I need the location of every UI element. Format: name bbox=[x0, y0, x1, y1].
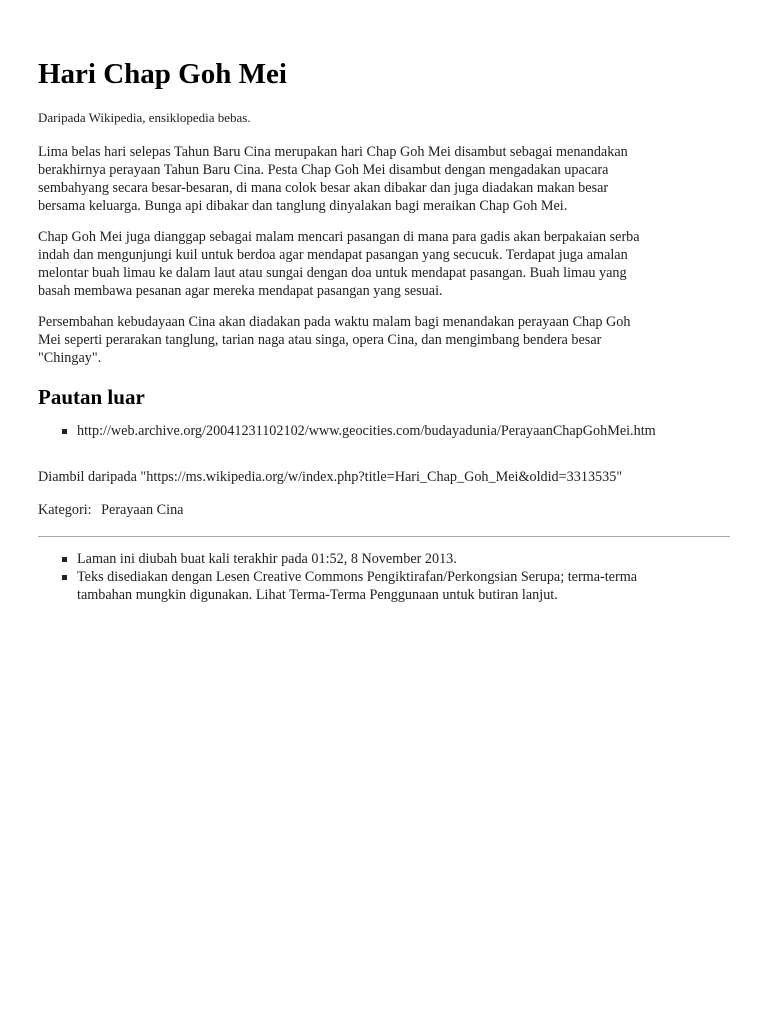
paragraph-line: Persembahan kebudayaan Cina akan diadakan pada waktu malam bagi menandakan perayaan Chap Goh bbox=[38, 314, 631, 330]
category-row bbox=[38, 501, 730, 519]
paragraph-line: berakhirnya perayaan Tahun Baru Cina. Pesta Chap Goh Mei disambut dengan mengadakan upacara bbox=[38, 162, 609, 178]
paragraph-3 bbox=[38, 313, 730, 367]
footer-line: tambahan mungkin digunakan. Lihat Terma-Terma Penggunaan untuk butiran lanjut. bbox=[77, 587, 558, 603]
bullet-icon bbox=[62, 429, 67, 434]
bullet-icon bbox=[62, 557, 67, 562]
list-item bbox=[38, 422, 730, 440]
retrieved-from: Diambil daripada "https://ms.wikipedia.org/w/index.php?title=Hari_Chap_Goh_Mei&oldid=3313535" bbox=[38, 469, 623, 485]
footer-line: Teks disediakan dengan Lesen Creative Commons Pengiktirafan/Perkongsian Serupa; terma-terma bbox=[77, 569, 638, 585]
paragraph-line: bersama keluarga. Bunga api dibakar dan tanglung dinyalakan bagi meraikan Chap Goh Mei. bbox=[38, 198, 568, 214]
article-body bbox=[38, 143, 730, 367]
paragraph-line: sembahyang secara besar-besaran, di mana colok besar akan dibakar dan juga diadakan makan besar bbox=[38, 180, 609, 196]
bullet-icon bbox=[62, 575, 67, 580]
footer-list bbox=[38, 550, 730, 604]
paragraph-line: Lima belas hari selepas Tahun Baru Cina merupakan hari Chap Goh Mei disambut sebagai menandakan bbox=[38, 144, 628, 160]
paragraph-line: melontar buah limau ke dalam laut atau sungai dengan doa untuk mendapat pasangan. Buah limau yang bbox=[38, 265, 627, 281]
footer-line: Laman ini diubah buat kali terakhir pada 01:52, 8 November 2013. bbox=[77, 551, 457, 567]
page-title: Hari Chap Goh Mei bbox=[38, 58, 287, 90]
category-link[interactable]: Perayaan Cina bbox=[101, 502, 184, 518]
category-label: Kategori: bbox=[38, 502, 92, 518]
footer-item bbox=[38, 568, 730, 604]
external-links-list bbox=[38, 422, 730, 440]
paragraph-line: basah membawa pesanan agar mereka mendapat pasangan yang sesuai. bbox=[38, 283, 443, 299]
external-link[interactable]: http://web.archive.org/20041231102102/www.geocities.com/budayadunia/PerayaanChapGohMei.htm bbox=[77, 423, 656, 439]
paragraph-1 bbox=[38, 143, 730, 215]
paragraph-2 bbox=[38, 228, 730, 300]
site-tagline: Daripada Wikipedia, ensiklopedia bebas. bbox=[38, 110, 251, 125]
footer-item bbox=[38, 550, 730, 568]
paragraph-line: Chap Goh Mei juga dianggap sebagai malam mencari pasangan di mana para gadis akan berpakaian serba bbox=[38, 229, 640, 245]
paragraph-line: "Chingay". bbox=[38, 350, 102, 366]
section-heading-external-links: Pautan luar bbox=[38, 385, 145, 409]
paragraph-line: Mei seperti perarakan tanglung, tarian naga atau singa, opera Cina, dan mengimbang bendera besar bbox=[38, 332, 602, 348]
footer-divider bbox=[38, 536, 730, 537]
paragraph-line: indah dan mengunjungi kuil untuk berdoa agar mendapat pasangan yang secucuk. Terdapat juga amalan bbox=[38, 247, 628, 263]
